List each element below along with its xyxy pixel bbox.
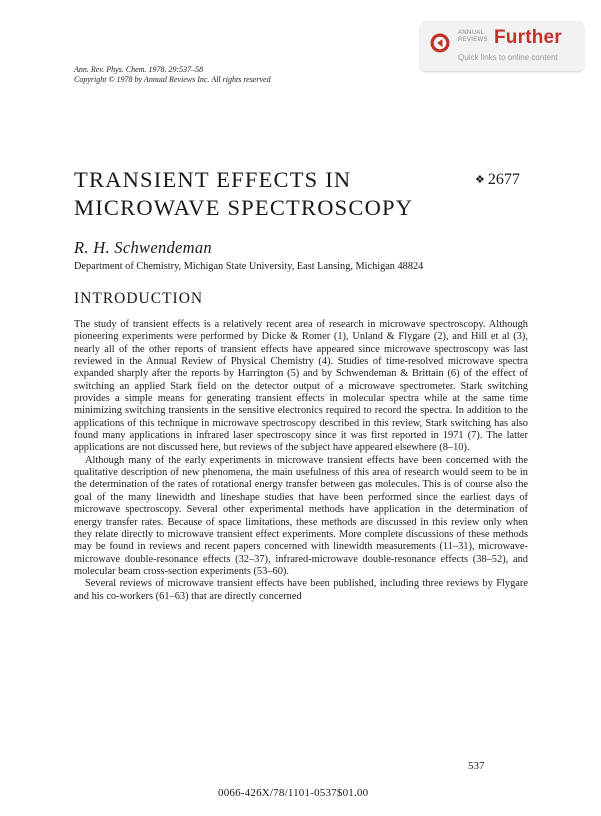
body-text bbox=[74, 319, 528, 603]
article-title bbox=[74, 166, 413, 222]
diamond-ornament-icon: ❖ bbox=[475, 174, 485, 186]
badge-subtitle: Quick links to online content bbox=[458, 53, 558, 62]
annual-reviews-wordmark bbox=[458, 30, 488, 44]
footer-code: 0066-426X/78/1101-0537$01.00 bbox=[218, 787, 369, 799]
annual-reviews-further-link[interactable] bbox=[420, 21, 584, 71]
badge-small-bottom: REVIEWS bbox=[458, 37, 488, 43]
author-affiliation: Department of Chemistry, Michigan State University, East Lansing, Michigan 48824 bbox=[74, 261, 424, 272]
author-name: R. H. Schwendeman bbox=[74, 238, 212, 257]
journal-citation bbox=[74, 65, 271, 85]
article-number bbox=[475, 166, 520, 194]
title-line-1: TRANSIENT EFFECTS IN bbox=[74, 167, 352, 192]
title-line-2: MICROWAVE SPECTROSCOPY bbox=[74, 195, 414, 220]
badge-further-word: Further bbox=[494, 27, 562, 48]
citation-line-2: Copyright © 1978 by Annual Reviews Inc. All rights reserved bbox=[74, 75, 271, 84]
section-heading: INTRODUCTION bbox=[74, 290, 204, 307]
paragraph-1: The study of transient effects is a relatively recent area of research in microwave spectroscopy. Although pioneering experiments were performed by Dicke & Romer (1), Unland & Flygare (2), and Hill et al (3), nearly all of the other reports of transient effects have appeared since microwave spectroscopy was last reviewed in the Annual Review of Physical Chemistry (4). Studies of time-resolved microwave spectra expanded sharply after the reports by Harrington (5) and by Schwendeman & Brittain (6) of the effect of switching an applied Stark field on the detector output of a microwave spectrometer. Stark switching provides a simple means for generating transient effects in molecular spectra while at the same time minimizing switching transients in the sensitive electronics required to record the spectra. In addition to the applications of this technique in microwave spectroscopy described in this review, Stark switching has also found many applications in infrared laser spectroscopy since it was first reported in 1971 (7). The latter applications are not discussed here, but reviews of the subject have appeared elsewhere (8–10). bbox=[74, 319, 528, 454]
page-number: 537 bbox=[468, 760, 485, 772]
play-back-icon bbox=[430, 33, 450, 53]
citation-line-1: Ann. Rev. Phys. Chem. 1978. 29:537–58 bbox=[74, 65, 204, 74]
badge-small-top: ANNUAL bbox=[458, 30, 485, 36]
article-number-value: 2677 bbox=[487, 171, 520, 188]
paragraph-3: Several reviews of microwave transient effects have been published, including three reviews by Flygare and his co-workers (61–63) that are directly concerned bbox=[74, 578, 528, 602]
paragraph-2: Although many of the early experiments in microwave transient effects have been concerned with the qualitative description of new phenomena, the main usefulness of this area of research would seem to be in the determination of the rates of rotational energy transfer between gas molecules. This is of course also the goal of the many linewidth and lineshape studies that have been performed since the earliest days of microwave spectroscopy. Several other experimental methods have application in the determination of energy transfer rates. Because of space limitations, these methods are discussed in this review only when they relate directly to microwave transient effect experiments. More complete discussions of these methods may be found in reviews and recent papers concerned with linewidth measurements (11–31), microwave-microwave double-resonance effects (32–37), infrared-microwave double-resonance effects (38–52), and molecular beam cross-section experiments (53–60). bbox=[74, 454, 528, 577]
